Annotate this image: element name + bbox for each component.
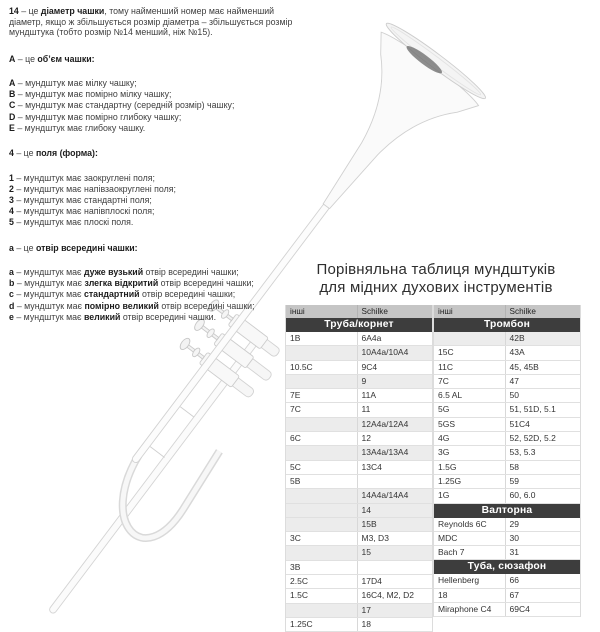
table-cell: 1.25G: [434, 475, 506, 488]
table-cell: 3C: [286, 532, 358, 545]
column-header: інші: [286, 305, 358, 318]
table-cell: 6C: [286, 432, 358, 445]
definition-key: D: [9, 111, 16, 122]
table-row: [434, 432, 580, 446]
table-cell: 50: [509, 390, 519, 401]
cup-volume-list: [9, 78, 301, 134]
table-row: [434, 603, 580, 617]
definition-key: A: [9, 78, 16, 88]
table-cell: 16C4, M2, D2: [361, 590, 414, 601]
intro-number: 14: [9, 6, 19, 16]
definition-item: [9, 100, 301, 111]
table-row: [434, 361, 580, 375]
table-cell: Reynolds 6C: [434, 518, 506, 531]
table-cell: [286, 418, 358, 431]
definition-text: – мундштук має мілку чашку;: [15, 78, 137, 88]
definition-item: [9, 301, 301, 312]
table-cell: 10A4a/10A4: [361, 347, 409, 358]
table-cell: 5G: [434, 403, 506, 416]
table-cell: 6.5 AL: [434, 389, 506, 402]
table-cell: 14A4a/14A4: [361, 490, 409, 501]
definition-key: E: [9, 122, 15, 133]
table-row: [434, 489, 580, 503]
definition-key: 4: [9, 206, 14, 217]
definition-item: [9, 89, 301, 100]
table-cell: 43A: [509, 347, 525, 358]
table-row: [286, 432, 432, 446]
table-section-title: Тромбон: [434, 318, 580, 332]
table-cell: [434, 332, 506, 345]
table-row: [286, 361, 432, 375]
definition-key: c: [9, 289, 14, 300]
table-row: [434, 346, 580, 360]
section-heading-cup-volume: А – це об’єм чашки:: [9, 53, 95, 64]
table-cell: 59: [509, 475, 519, 486]
table-cell: 69C4: [509, 604, 530, 615]
definition-text: отвір всередині чашки;: [139, 289, 236, 300]
table-cell: [286, 546, 358, 559]
table-cell: 47: [509, 375, 519, 386]
table-cell: 53, 5.3: [509, 447, 536, 458]
table-row: [286, 332, 432, 346]
table-cell: 17: [361, 604, 371, 615]
table-cell: 1G: [434, 489, 506, 502]
definition-item: [9, 206, 301, 217]
definition-text: – мундштук має: [13, 289, 84, 300]
definitions-column: [9, 6, 301, 329]
table-cell: 5C: [286, 461, 358, 474]
definition-bold-term: помірно великий: [84, 300, 159, 311]
trombone-horn-tuba-table: [433, 305, 581, 617]
table-cell: 18: [434, 589, 506, 602]
table-row: [434, 518, 580, 532]
table-cell: 1B: [286, 332, 358, 345]
table-row: [286, 546, 432, 560]
table-row: [286, 618, 432, 632]
definition-text: – мундштук має: [13, 311, 84, 322]
definition-text: – мундштук має глибоку чашку.: [14, 122, 146, 133]
trumpet-cornet-table: [285, 305, 433, 632]
table-row: [434, 418, 580, 432]
definition-key: 3: [9, 194, 14, 205]
table-cell: 10.5C: [286, 361, 358, 374]
definition-text: отвір всередині чашки.: [120, 311, 217, 322]
table-cell: [286, 446, 358, 459]
table-cell: 1.5G: [434, 461, 506, 474]
table-row: [286, 403, 432, 417]
table-cell: 11A: [361, 390, 377, 401]
definition-text: – мундштук має напівплоскі поля;: [13, 206, 155, 217]
table-row: [286, 446, 432, 460]
definition-text: отвір всередині чашки;: [143, 267, 239, 278]
table-row: [286, 389, 432, 403]
definition-bold-term: дуже вузький: [83, 267, 144, 278]
table-cell: 58: [509, 461, 519, 472]
definition-key: 5: [9, 217, 14, 228]
definition-item: [9, 312, 301, 323]
table-cell: [286, 346, 358, 359]
title-line-1: Порівняльна таблиця мундштуків: [316, 261, 556, 278]
table-cell: 15C: [434, 346, 506, 359]
definition-item: [9, 195, 301, 206]
definition-key: 1: [9, 172, 14, 183]
definition-key: C: [9, 100, 16, 111]
table-row: [286, 504, 432, 518]
table-cell: 13C4: [361, 461, 382, 472]
table-column-headers: [434, 305, 580, 318]
table-row: [286, 461, 432, 475]
table-section-title: Труба/корнет: [286, 318, 432, 332]
definition-bold-term: стандартний: [83, 289, 140, 300]
table-section-title: Валторна: [434, 504, 580, 518]
table-cell: 11C: [434, 361, 506, 374]
column-header: Schilke: [361, 307, 388, 316]
definition-text: – мундштук має стандартні поля;: [13, 194, 152, 205]
definition-text: – мундштук має помірно глибоку чашку;: [15, 111, 182, 122]
table-cell: Hellenberg: [434, 574, 506, 587]
definition-item: [9, 184, 301, 195]
table-row: [434, 403, 580, 417]
table-cell: 15B: [361, 518, 377, 529]
table-row: [286, 489, 432, 503]
table-cell: 7C: [434, 375, 506, 388]
table-cell: 14: [361, 504, 371, 515]
definition-item: [9, 123, 301, 134]
table-cell: 7E: [286, 389, 358, 402]
definition-text: отвір всередині чашки;: [158, 300, 255, 311]
title-line-2: для мідних духових інструментів: [319, 279, 553, 296]
definition-item: [9, 278, 301, 289]
table-row: [286, 518, 432, 532]
table-cell: 9: [361, 375, 367, 386]
table-cell: 6A4a: [361, 333, 382, 343]
table-cell: 45, 45B: [509, 361, 539, 372]
table-section-title: Туба, сюзафон: [434, 560, 580, 574]
table-cell: [286, 375, 358, 388]
definition-key: B: [9, 89, 16, 100]
comparison-table-title: [288, 261, 584, 297]
table-row: [434, 532, 580, 546]
table-cell: 42B: [509, 333, 525, 343]
table-cell: 4G: [434, 432, 506, 445]
table-column-headers: [286, 305, 432, 318]
table-cell: [358, 475, 432, 488]
table-cell: 52, 52D, 5.2: [509, 433, 556, 444]
table-row: [434, 446, 580, 460]
table-row: [434, 546, 580, 560]
table-row: [286, 561, 432, 575]
table-cell: 18: [361, 618, 371, 629]
definition-key: e: [9, 311, 14, 322]
table-row: [286, 346, 432, 360]
table-cell: 51C4: [509, 418, 530, 429]
table-row: [434, 589, 580, 603]
intro-paragraph: 14 – це діаметр чашки, тому найменший номер має найменший діаметр, якщо ж збільшується розмір діаметра – збільшується розмір мундштука (тобто розмір №14 менший, ніж №15).: [9, 6, 293, 37]
table-cell: 51, 51D, 5.1: [509, 404, 556, 415]
section-heading-backbore: а – це отвір всередині чашки:: [9, 242, 138, 253]
table-cell: 3B: [286, 561, 358, 574]
table-cell: 30: [509, 532, 519, 543]
definition-item: [9, 217, 301, 228]
table-cell: Miraphone C4: [434, 603, 506, 616]
table-row: [434, 461, 580, 475]
definition-text: – мундштук має заокруглені поля;: [13, 172, 155, 183]
table-cell: 7C: [286, 403, 358, 416]
table-cell: 13A4a/13A4: [361, 447, 409, 458]
definition-bold-term: злегка відкритий: [84, 278, 159, 289]
table-row: [286, 532, 432, 546]
table-cell: [286, 604, 358, 617]
table-cell: [286, 489, 358, 502]
definition-item: [9, 289, 301, 300]
section-heading-rim-shape: 4 – це поля (форма):: [9, 148, 98, 159]
column-header: Schilke: [509, 307, 536, 316]
table-row: [286, 375, 432, 389]
table-row: [286, 475, 432, 489]
table-cell: 5B: [286, 475, 358, 488]
definition-text: – мундштук має стандартну (середній розмір) чашку;: [15, 100, 235, 111]
table-row: [434, 475, 580, 489]
definition-text: – мундштук має плоскі поля.: [13, 217, 134, 228]
table-cell: 2.5C: [286, 575, 358, 588]
definition-text: – мундштук має: [13, 267, 84, 278]
table-row: [286, 589, 432, 603]
table-row: [434, 332, 580, 346]
table-cell: MDC: [434, 532, 506, 545]
table-cell: Bach 7: [434, 546, 506, 559]
table-cell: 31: [509, 547, 519, 558]
table-cell: [286, 504, 358, 517]
rim-shape-list: [9, 173, 301, 229]
table-cell: 5GS: [434, 418, 506, 431]
column-header: інші: [434, 305, 506, 318]
table-row: [286, 418, 432, 432]
table-row: [434, 574, 580, 588]
table-cell: 12: [361, 433, 371, 444]
backbore-list: [9, 267, 301, 323]
table-cell: 66: [509, 575, 519, 586]
table-row: [286, 604, 432, 618]
table-cell: 12A4a/12A4: [361, 418, 409, 429]
definition-key: 2: [9, 183, 14, 194]
table-row: [434, 375, 580, 389]
definition-text: отвір всередині чашки;: [158, 278, 254, 289]
table-cell: 1.25C: [286, 618, 358, 631]
table-cell: 3G: [434, 446, 506, 459]
table-cell: 17D4: [361, 576, 382, 587]
definition-item: [9, 267, 301, 278]
table-cell: 67: [509, 589, 519, 600]
definition-item: [9, 112, 301, 123]
definition-text: – мундштук має помірно мілку чашку;: [15, 89, 172, 100]
table-cell: M3, D3: [361, 533, 389, 544]
definition-key: b: [9, 278, 15, 289]
definition-text: – мундштук має напівзаокруглені поля;: [13, 183, 176, 194]
table-row: [434, 389, 580, 403]
definition-text: – мундштук має: [14, 300, 85, 311]
definition-key: d: [9, 300, 15, 311]
definition-item: [9, 173, 301, 184]
definition-bold-term: великий: [83, 311, 121, 322]
definition-text: – мундштук має: [14, 278, 85, 289]
table-cell: [358, 561, 432, 574]
definition-item: [9, 78, 301, 89]
table-cell: 60, 6.0: [509, 490, 536, 501]
table-cell: 9C4: [361, 361, 378, 372]
table-cell: 15: [361, 547, 371, 558]
table-cell: 11: [361, 404, 371, 415]
definition-key: a: [9, 267, 14, 278]
trumpet-bell: [278, 28, 482, 243]
table-cell: 29: [509, 518, 519, 529]
table-cell: 1.5C: [286, 589, 358, 602]
table-cell: [286, 518, 358, 531]
table-row: [286, 575, 432, 589]
